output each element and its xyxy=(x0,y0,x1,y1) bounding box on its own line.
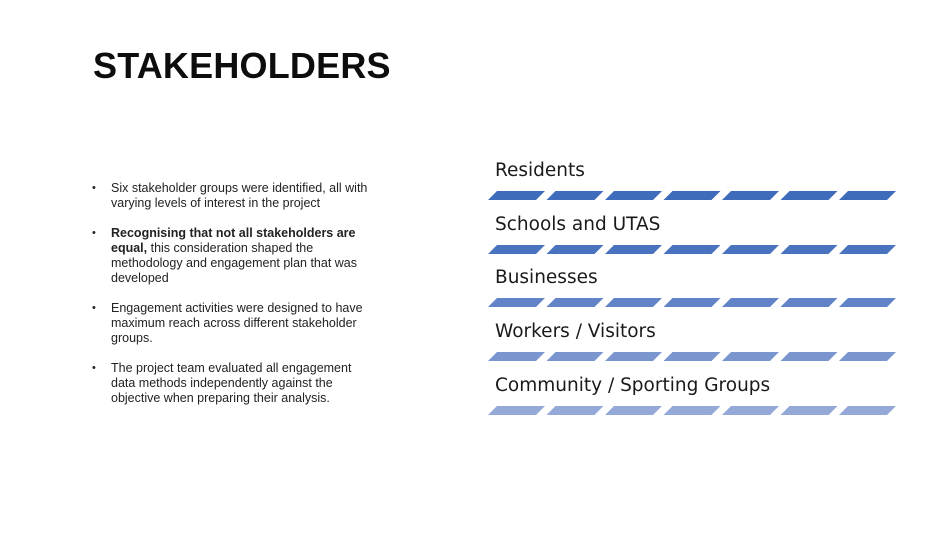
stakeholder-group-label: Schools and UTAS xyxy=(495,213,661,235)
stripe-segment xyxy=(722,191,779,200)
stakeholder-group-label: Community / Sporting Groups xyxy=(495,374,771,396)
stripe-segment xyxy=(781,406,838,415)
bullet-text: Engagement activities were designed to have maximum reach across different stakeholder groups. xyxy=(111,301,363,345)
bullet-text: this consideration shaped the methodology and engagement plan that was developed xyxy=(111,241,358,285)
stripe-segment xyxy=(722,245,779,254)
stripe-segment xyxy=(722,352,779,361)
stripe-segment xyxy=(664,298,721,307)
stakeholder-group-businesses xyxy=(488,263,898,317)
stripe-segment xyxy=(547,245,604,254)
stripe-segment xyxy=(488,352,545,361)
stripe-segment xyxy=(839,298,896,307)
stripe-segment xyxy=(839,245,896,254)
stripe-segment xyxy=(488,406,545,415)
stripe-segment xyxy=(488,191,545,200)
stakeholder-group-label: Businesses xyxy=(495,267,598,289)
stakeholder-group-label: Workers / Visitors xyxy=(495,321,656,343)
bullet-marker: • xyxy=(92,362,96,374)
stripe-segment xyxy=(781,191,838,200)
stakeholder-group-label: Residents xyxy=(495,160,585,181)
stripe-segment xyxy=(839,406,896,415)
stakeholder-group-residents xyxy=(488,156,898,210)
slide-title: STAKEHOLDERS xyxy=(93,45,391,86)
stakeholder-group-schools xyxy=(488,210,898,264)
stripe-segment xyxy=(781,245,838,254)
bullet-item xyxy=(92,301,377,346)
stripe-segment xyxy=(605,191,662,200)
dashed-stripe-divider xyxy=(488,191,898,200)
stripe-segment xyxy=(781,298,838,307)
stripe-segment xyxy=(839,191,896,200)
stripe-segment xyxy=(605,298,662,307)
stripe-segment xyxy=(722,298,779,307)
stripe-segment xyxy=(488,298,545,307)
stripe-segment xyxy=(664,406,721,415)
stripe-segment xyxy=(547,406,604,415)
bullet-text: The project team evaluated all engagement data methods independently against the objective when preparing their analysis. xyxy=(111,361,352,405)
bullet-list xyxy=(92,181,377,421)
bullet-item xyxy=(92,361,377,406)
stakeholder-group-community xyxy=(488,371,898,425)
stripe-segment xyxy=(547,352,604,361)
bullet-marker: • xyxy=(92,182,96,194)
stripe-segment xyxy=(605,406,662,415)
dashed-stripe-divider xyxy=(488,352,898,361)
stripe-segment xyxy=(722,406,779,415)
dashed-stripe-divider xyxy=(488,406,898,415)
stripe-segment xyxy=(547,298,604,307)
bullet-item xyxy=(92,181,377,211)
stakeholder-groups xyxy=(488,156,898,424)
stripe-segment xyxy=(664,191,721,200)
stripe-segment xyxy=(781,352,838,361)
stripe-segment xyxy=(605,352,662,361)
bullet-marker: • xyxy=(92,227,96,239)
stakeholder-group-workers xyxy=(488,317,898,371)
bullet-marker: • xyxy=(92,302,96,314)
stripe-segment xyxy=(547,191,604,200)
bullet-text: Six stakeholder groups were identified, all with varying levels of interest in the project xyxy=(111,181,368,210)
stripe-segment xyxy=(664,352,721,361)
dashed-stripe-divider xyxy=(488,298,898,307)
stripe-segment xyxy=(605,245,662,254)
bullet-bold-text: Recognising that not all stakeholders are equal, xyxy=(111,226,356,255)
stripe-segment xyxy=(488,245,545,254)
bullet-item xyxy=(92,226,377,286)
stripe-segment xyxy=(664,245,721,254)
dashed-stripe-divider xyxy=(488,245,898,254)
stripe-segment xyxy=(839,352,896,361)
